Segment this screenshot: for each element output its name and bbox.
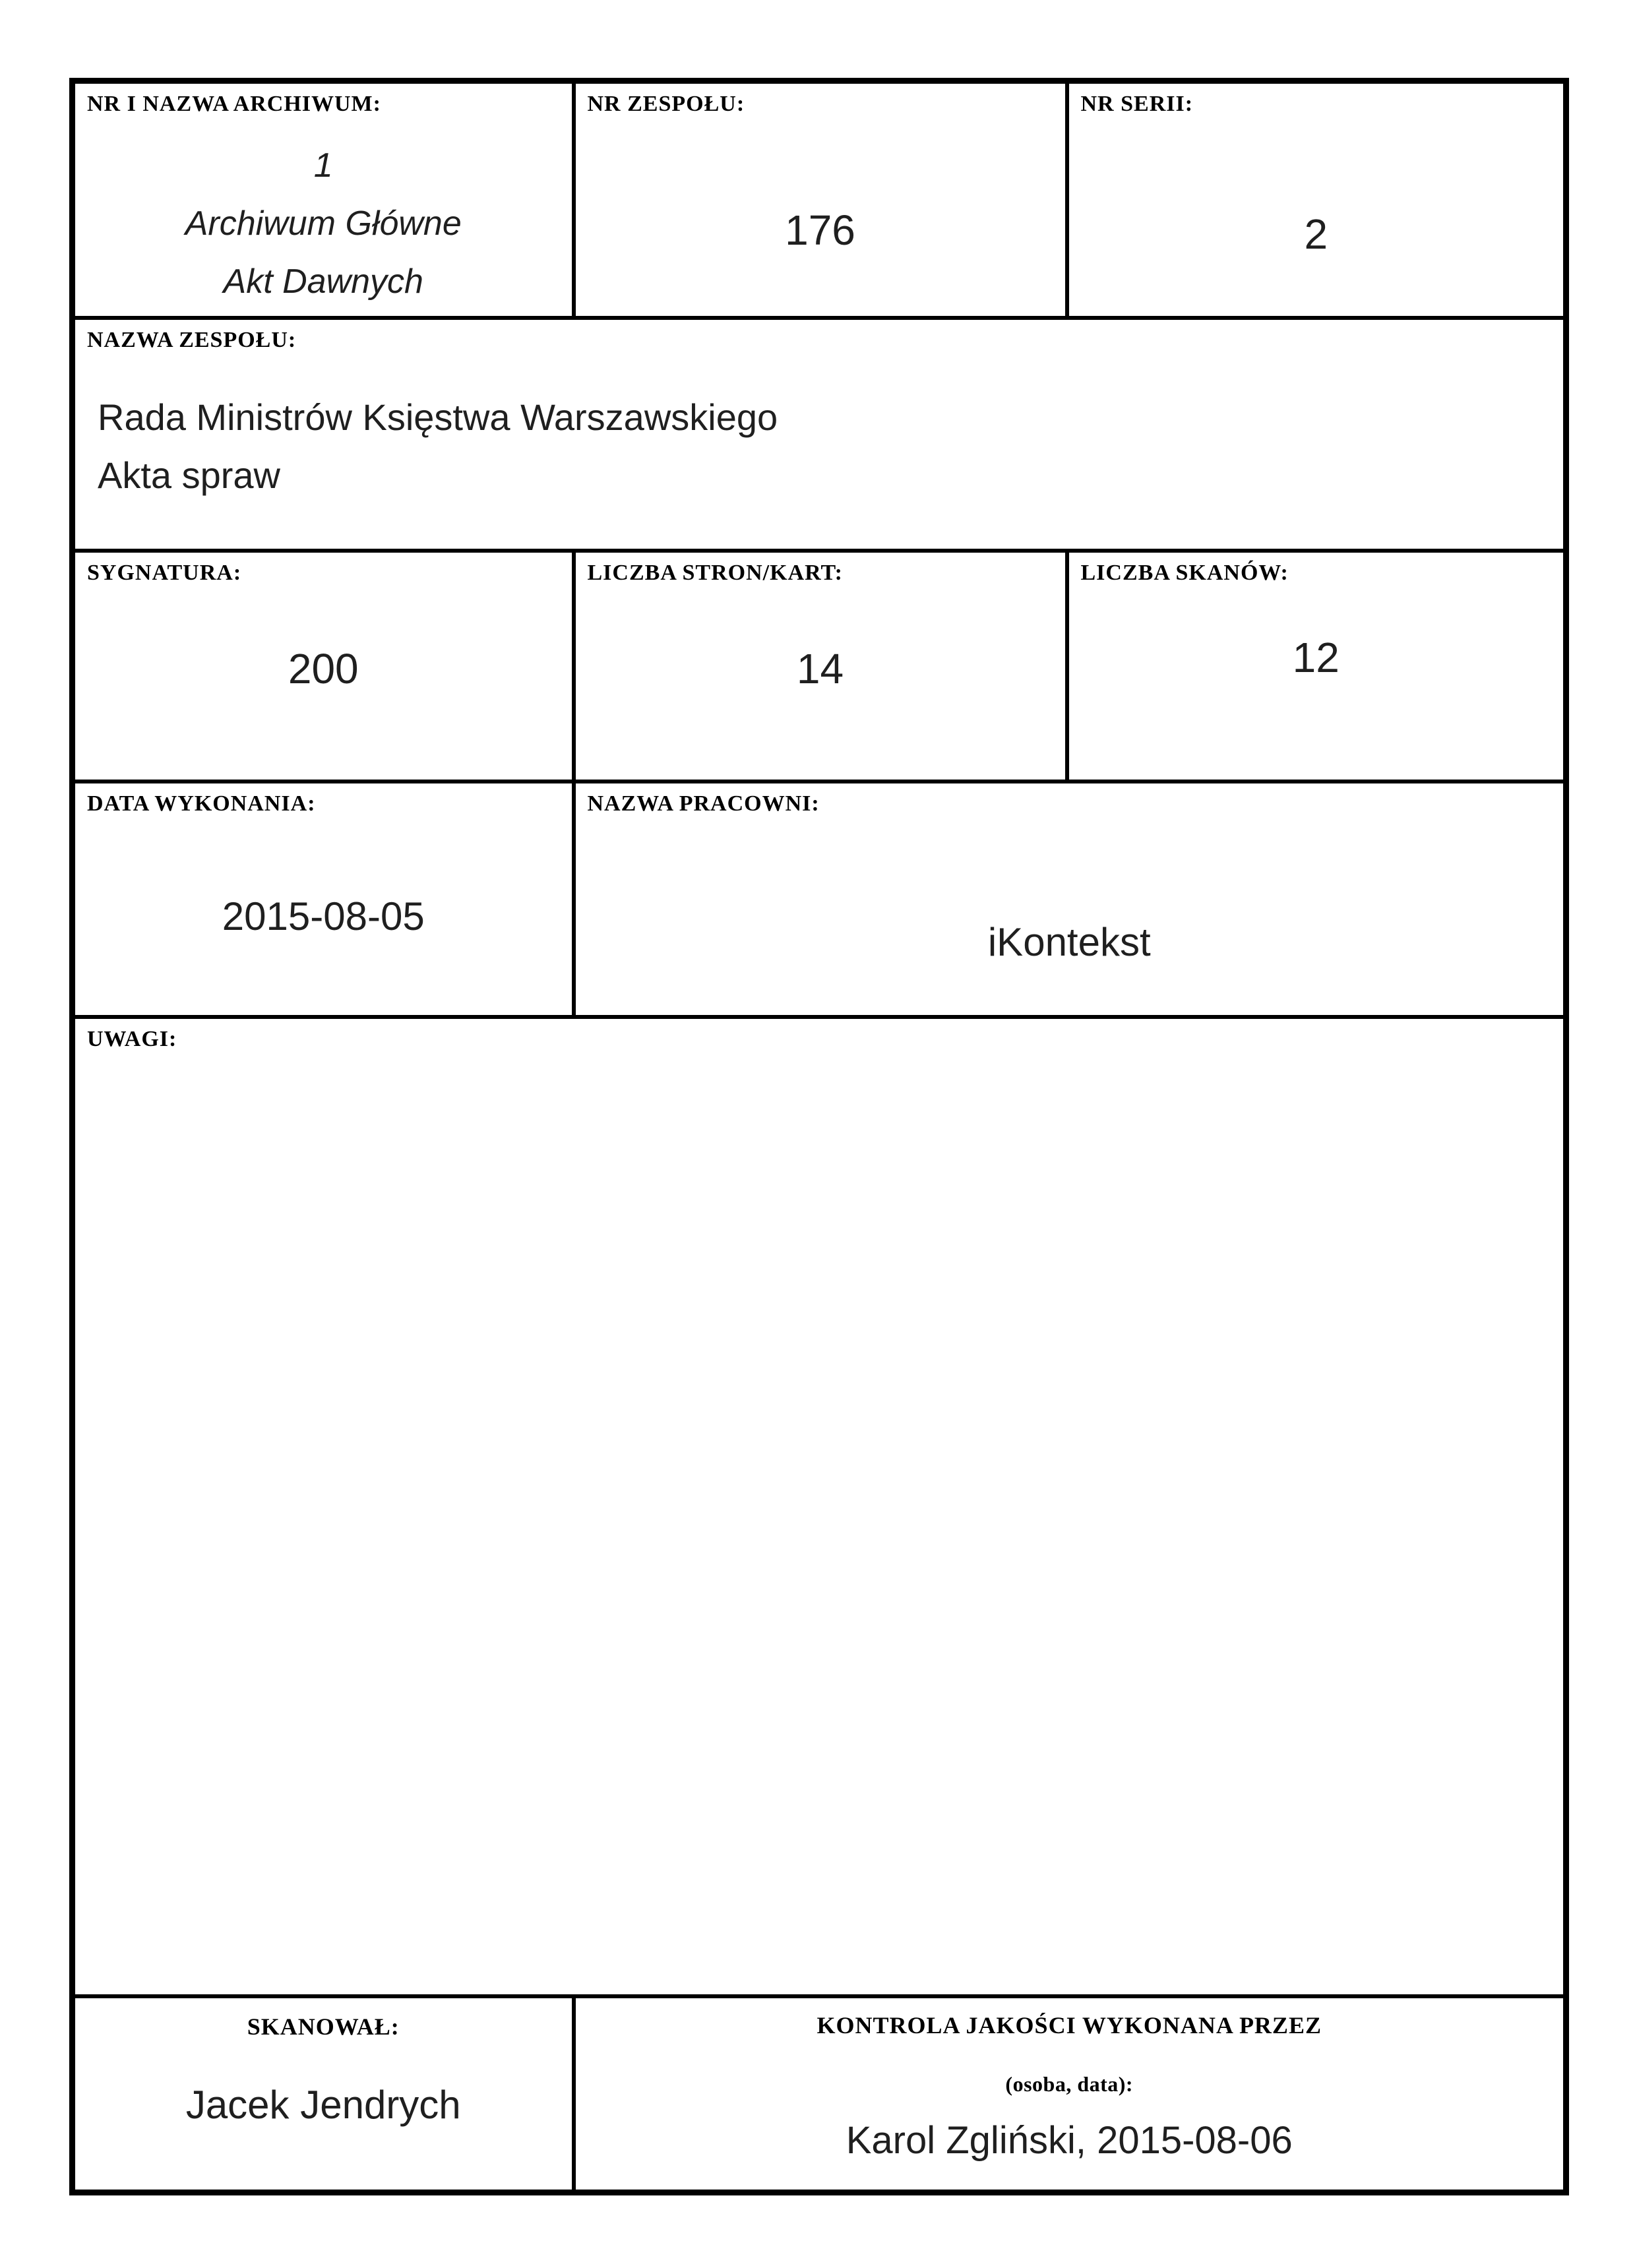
metadata-table (69, 78, 1569, 2195)
quality-control-label-line1: KONTROLA JAKOŚCI WYKONANA PRZEZ (817, 2011, 1322, 2038)
fonds-number-value: 176 (785, 206, 855, 254)
quality-control-label-line2: (osoba, data): (1005, 2071, 1134, 2096)
fonds-name-value (98, 388, 1550, 505)
archive-label: NR I NAZWA ARCHIWUM: (87, 92, 381, 116)
fonds-name-line2: Akta spraw (98, 454, 280, 496)
quality-control-value: Karol Zgliński, 2015-08-06 (846, 2118, 1293, 2162)
archive-name-line1: Archiwum Główne (185, 204, 462, 243)
cell-series-number (1067, 81, 1566, 318)
signature-label: SYGNATURA: (87, 560, 242, 585)
remarks-label: UWAGI: (87, 1026, 177, 1051)
scan-date-label: DATA WYKONANIA: (87, 791, 316, 816)
archive-value (75, 137, 572, 311)
studio-label: NAZWA PRACOWNI: (587, 791, 820, 816)
cell-scanned-by (73, 1996, 574, 2193)
page-count-label: LICZBA STRON/KART: (587, 560, 843, 585)
cell-quality-control (574, 1996, 1566, 2193)
cell-fonds-number (574, 81, 1067, 318)
series-number-value: 2 (1304, 210, 1328, 258)
scanned-by-label: SKANOWAŁ: (247, 2013, 400, 2040)
cell-page-count (574, 551, 1067, 782)
cell-signature (73, 551, 574, 782)
scan-count-label: LICZBA SKANÓW: (1080, 560, 1289, 585)
cell-studio (574, 782, 1566, 1017)
fonds-name-line1: Rada Ministrów Księstwa Warszawskiego (98, 396, 778, 438)
fonds-name-label: NAZWA ZESPOŁU: (87, 327, 297, 352)
scan-date-value: 2015-08-05 (222, 894, 425, 938)
scanned-by-value: Jacek Jendrych (185, 2082, 461, 2127)
cell-scan-count (1067, 551, 1566, 782)
cell-remarks (73, 1017, 1566, 1996)
fonds-number-label: NR ZESPOŁU: (587, 92, 745, 116)
cell-scan-date (73, 782, 574, 1017)
cell-archive (73, 81, 574, 318)
studio-value: iKontekst (987, 919, 1151, 964)
cell-fonds-name (73, 318, 1566, 551)
page-count-value: 14 (796, 644, 844, 692)
series-number-label: NR SERII: (1080, 92, 1194, 116)
archive-number-value: 1 (313, 146, 333, 185)
archive-name-line2: Akt Dawnych (223, 262, 423, 301)
signature-value: 200 (288, 644, 359, 692)
scan-count-value: 12 (1292, 633, 1340, 681)
